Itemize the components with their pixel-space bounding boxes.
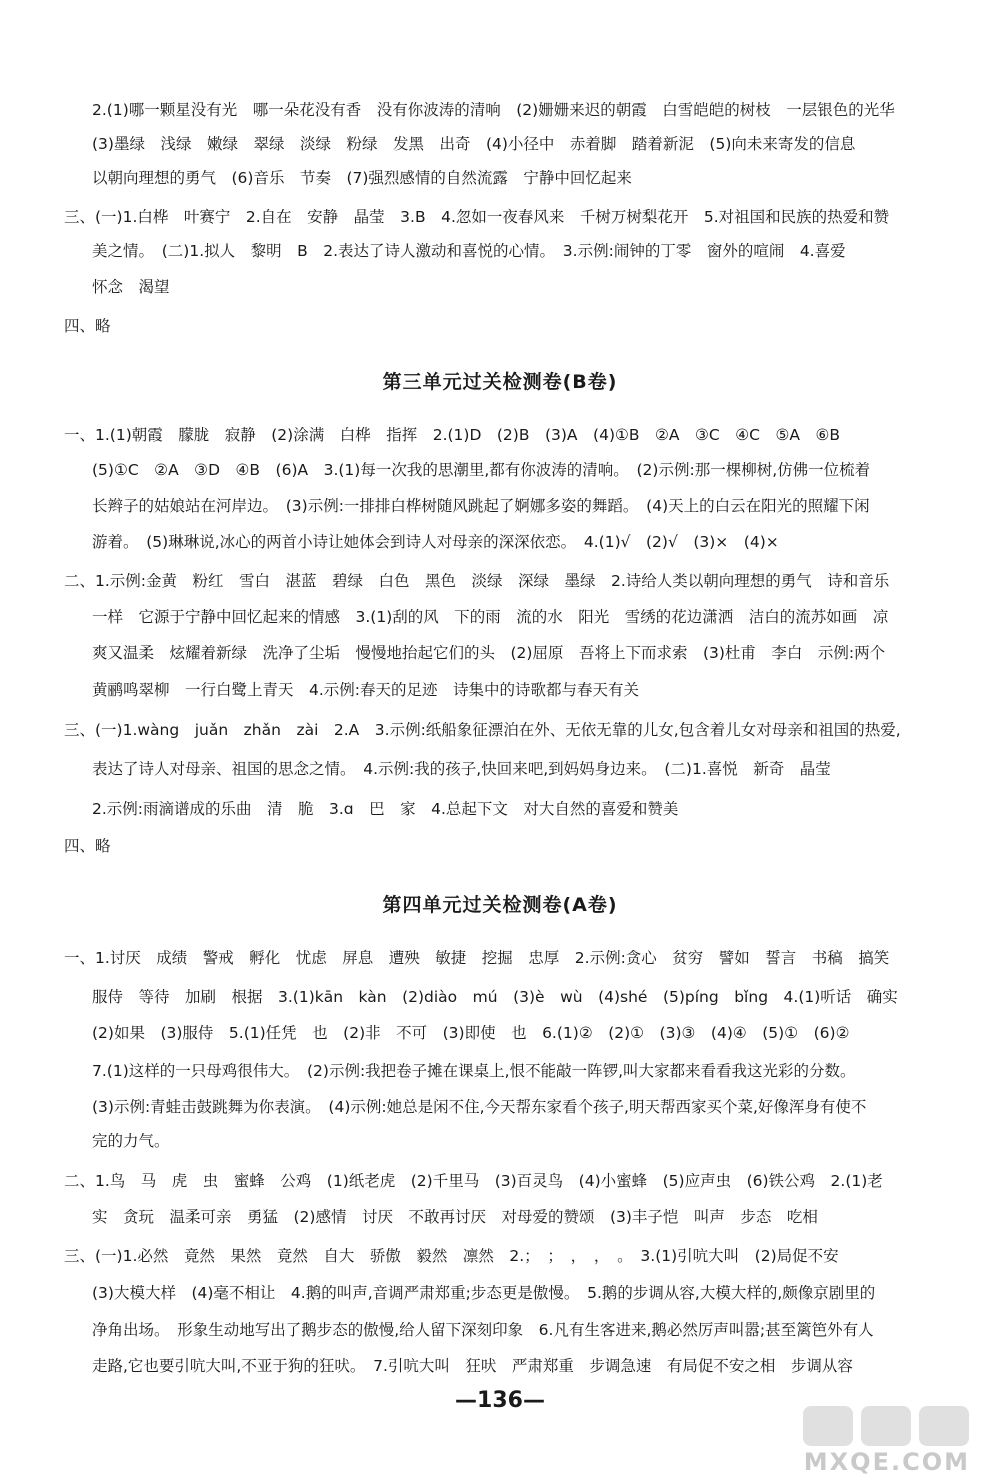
- text-line: 实 贪玩 温柔可亲 勇猛 (2)感情 讨厌 不敢再讨厌 对母爱的赞颂 (3)丰子恺 叫声 步态 吃相: [92, 1208, 818, 1226]
- text-line: 爽又温柔 炫耀着新绿 洗净了尘垢 慢慢地抬起它们的头 (2)屈原 吾将上下而求索 (3)杜甫 李白 示例:两个: [92, 644, 886, 662]
- text-line: 黄鹂鸣翠柳 一行白鹭上青天 4.示例:春天的足迹 诗集中的诗歌都与春天有关: [92, 681, 640, 699]
- text-line: 四、略: [64, 837, 111, 855]
- text-line: 三、(一)1.白桦 叶赛宁 2.自在 安静 晶莹 3.B 4.忽如一夜春风来 千树万树梨花开 5.对祖国和民族的热爱和赞: [64, 208, 890, 226]
- text-line: 7.(1)这样的一只母鸡很伟大。 (2)示例:我把卷子摊在课桌上,恨不能敲一阵锣,叫大家都来看看我这光彩的分数。: [92, 1062, 856, 1080]
- text-line: 三、(一)1.必然 竟然 果然 竟然 自大 骄傲 毅然 凛然 2.； ； ， ， 。 3.(1)引吭大叫 (2)局促不安: [64, 1247, 839, 1265]
- section-heading-unit3-b: 第三单元过关检测卷(B卷): [382, 371, 618, 393]
- text-line: 一、1.(1)朝霞 朦胧 寂静 (2)涂满 白桦 指挥 2.(1)D (2)B (3)A (4)①B ②A ③C ④C ⑤A ⑥B: [64, 426, 840, 444]
- text-line: 服侍 等待 加刷 根据 3.(1)kān kàn (2)diào mú (3)è wù (4)shé (5)píng bǐng 4.(1)听话 确实: [92, 988, 898, 1006]
- text-line: (3)大模大样 (4)毫不相让 4.鹅的叫声,音调严肃郑重;步态更是傲慢。 5.鹅的步调从容,大模大样的,颇像京剧里的: [92, 1284, 876, 1302]
- watermark-text: MXQE.COM: [803, 1448, 970, 1476]
- section-heading-unit4-a: 第四单元过关检测卷(A卷): [382, 894, 618, 916]
- text-line: 二、1.鸟 马 虎 虫 蜜蜂 公鸡 (1)纸老虎 (2)千里马 (3)百灵鸟 (4)小蜜蜂 (5)应声虫 (6)铁公鸡 2.(1)老: [64, 1172, 883, 1190]
- text-line: 长辫子的姑娘站在河岸边。 (3)示例:一排排白桦树随风跳起了婀娜多姿的舞蹈。 (4)天上的白云在阳光的照耀下闲: [92, 497, 870, 515]
- text-line: 四、略: [64, 317, 111, 335]
- text-line: (5)①C ②A ③D ④B (6)A 3.(1)每一次我的思潮里,都有你波涛的清响。 (2)示例:那一棵柳树,仿佛一位梳着: [92, 461, 871, 479]
- text-line: 2.(1)哪一颗星没有光 哪一朵花没有香 没有你波涛的清响 (2)姗姗来迟的朝霞 白雪皑皑的树枝 一层银色的光华: [92, 101, 895, 119]
- text-line: 完的力气。: [92, 1132, 170, 1150]
- text-line: 表达了诗人对母亲、祖国的思念之情。 4.示例:我的孩子,快回来吧,到妈妈身边来。 (二)1.喜悦 新奇 晶莹: [92, 760, 831, 778]
- text-line: 二、1.示例:金黄 粉红 雪白 湛蓝 碧绿 白色 黑色 淡绿 深绿 墨绿 2.诗给人类以朝向理想的勇气 诗和音乐: [64, 572, 890, 590]
- text-line: 一样 它源于宁静中回忆起来的情感 3.(1)刮的风 下的雨 流的水 阳光 雪绣的花边潇洒 洁白的流苏如画 凉: [92, 608, 889, 626]
- text-line: 净角出场。 形象生动地写出了鹅步态的傲慢,给人留下深刻印象 6.凡有生客进来,鹅必然厉声叫嚣;甚至篱笆外有人: [92, 1321, 874, 1339]
- text-line: (3)示例:青蛙击鼓跳舞为你表演。 (4)示例:她总是闲不住,今天帮东家看个孩子,明天帮西家买个菜,好像浑身有使不: [92, 1098, 867, 1116]
- text-line: 三、(一)1.wàng juǎn zhǎn zài 2.A 3.示例:纸船象征漂泊在外、无依无靠的儿女,包含着儿女对母亲和祖国的热爱,: [64, 721, 901, 739]
- text-line: (3)墨绿 浅绿 嫩绿 翠绿 淡绿 粉绿 发黑 出奇 (4)小径中 赤着脚 踏着新泥 (5)向未来寄发的信息: [92, 135, 856, 153]
- text-line: 怀念 渴望: [92, 278, 170, 296]
- text-line: 一、1.讨厌 成绩 警戒 孵化 忧虑 屏息 遭殃 敏捷 挖掘 忠厚 2.示例:贪心 贫穷 譬如 誓言 书稿 搞笑: [64, 949, 890, 967]
- text-line: 美之情。 (二)1.拟人 黎明 B 2.表达了诗人激动和喜悦的心情。 3.示例:闹钟的丁零 窗外的喧闹 4.喜爱: [92, 242, 846, 260]
- page-number: —136—: [455, 1388, 545, 1413]
- text-line: 走路,它也要引吭大叫,不亚于狗的狂吠。 7.引吭大叫 狂吠 严肃郑重 步调急速 有局促不安之相 步调从容: [92, 1357, 853, 1375]
- text-line: 2.示例:雨滴谱成的乐曲 清 脆 3.ɑ 巴 家 4.总起下文 对大自然的喜爱和赞美: [92, 800, 679, 818]
- text-line: (2)如果 (3)服侍 5.(1)任凭 也 (2)非 不可 (3)即使 也 6.(1)② (2)① (3)③ (4)④ (5)① (6)②: [92, 1024, 850, 1042]
- text-line: 以朝向理想的勇气 (6)音乐 节奏 (7)强烈感情的自然流露 宁静中回忆起来: [92, 169, 632, 187]
- text-line: 游着。 (5)琳琳说,冰心的两首小诗让她体会到诗人对母亲的深深依恋。 4.(1)√ (2)√ (3)× (4)×: [92, 533, 779, 551]
